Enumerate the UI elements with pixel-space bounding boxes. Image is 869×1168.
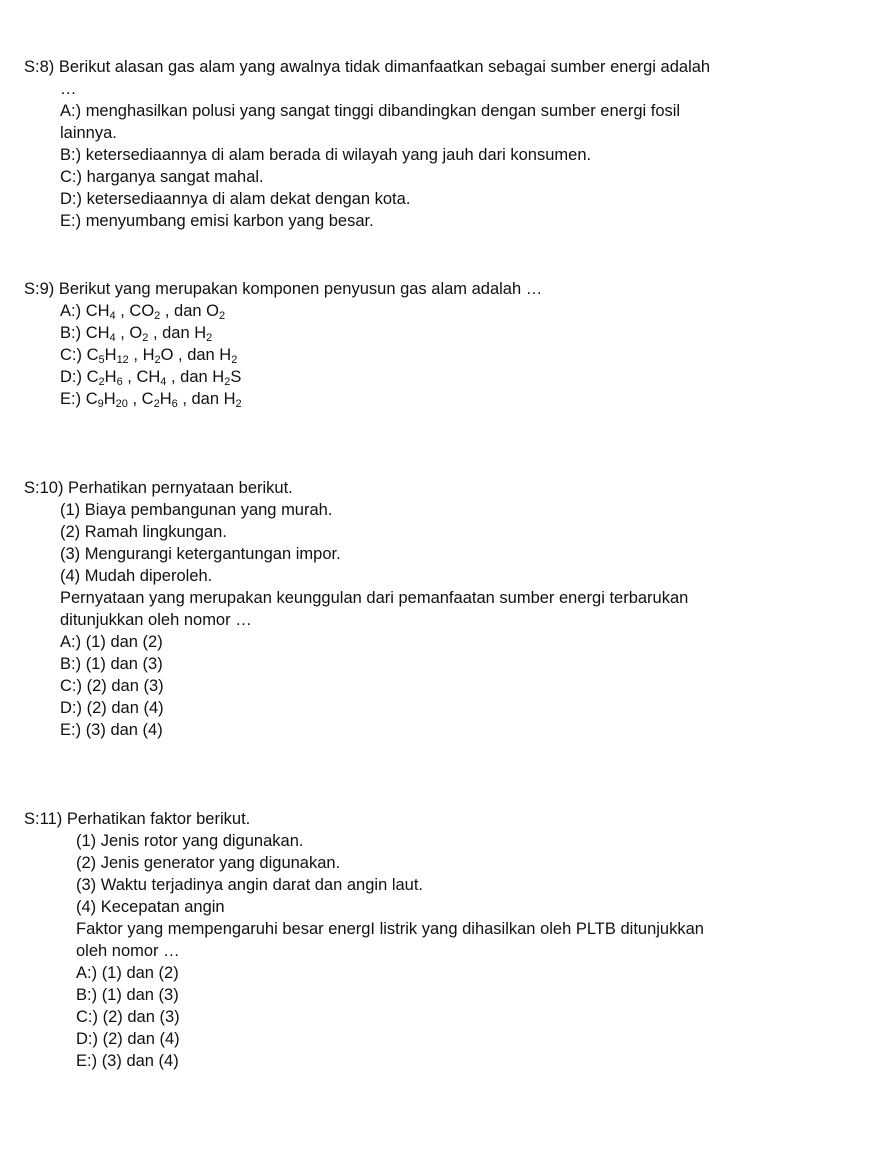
- question-stem: [24, 808, 250, 830]
- statement-1: (1) Jenis rotor yang digunakan.: [76, 832, 304, 850]
- statement-4: (4) Mudah diperoleh.: [60, 567, 213, 585]
- option-b: [60, 653, 163, 675]
- option-a: [76, 962, 179, 984]
- question-prompt-continuation: oleh nomor …: [76, 942, 180, 960]
- option-a: [60, 631, 163, 653]
- option-text: (1) dan (2): [85, 633, 163, 651]
- option-text: (1) dan (3): [85, 655, 163, 673]
- question-number: S:9): [24, 280, 55, 298]
- option-text: (2) dan (3): [102, 1008, 180, 1026]
- option-e: [76, 1050, 179, 1072]
- question-number: S:11): [24, 810, 63, 828]
- option-key: A:): [60, 633, 82, 651]
- statement-3: (3) Mengurangi ketergantungan impor.: [60, 545, 341, 563]
- option-a: [60, 100, 680, 122]
- option-formula: $C_5H_{12}$ , $H_2O$ , dan $H_2$: [86, 346, 238, 366]
- question-stem: [24, 477, 293, 499]
- option-d: [60, 188, 410, 210]
- option-formula: $CH_4$ , $O_2$ , dan $H_2$: [85, 324, 213, 344]
- option-key: E:): [76, 1052, 98, 1070]
- option-text: menyumbang emisi karbon yang besar.: [85, 212, 374, 230]
- option-key: B:): [60, 146, 82, 164]
- option-key: C:): [60, 346, 82, 364]
- statement-2: (2) Jenis generator yang digunakan.: [76, 854, 341, 872]
- option-text: ketersediaannya di alam berada di wilayah yang jauh dari konsumen.: [85, 146, 592, 164]
- option-key: A:): [60, 302, 82, 320]
- question-text: Berikut alasan gas alam yang awalnya tidak dimanfaatkan sebagai sumber energi adalah: [58, 58, 711, 76]
- option-c: [60, 166, 264, 188]
- option-b: [60, 322, 212, 344]
- option-key: C:): [76, 1008, 98, 1026]
- option-text: (2) dan (4): [86, 699, 164, 717]
- question-stem: [24, 56, 710, 78]
- option-key: E:): [60, 721, 82, 739]
- option-formula: $C_9H_{20}$ , $C_2H_6$ , dan $H_2$: [85, 390, 242, 410]
- option-b: [60, 144, 591, 166]
- option-key: C:): [60, 677, 82, 695]
- option-key: D:): [76, 1030, 98, 1048]
- option-e: [60, 388, 242, 410]
- option-text: menghasilkan polusi yang sangat tinggi dibandingkan dengan sumber energi fosil: [85, 102, 681, 120]
- option-e: [60, 719, 163, 741]
- question-stem: [24, 278, 542, 300]
- option-e: [60, 210, 374, 232]
- option-c: [60, 675, 164, 697]
- statement-1: (1) Biaya pembangunan yang murah.: [60, 501, 333, 519]
- option-formula: $C_2H_6$ , $CH_4$ , dan $H_2S$: [86, 368, 242, 388]
- option-key: B:): [60, 324, 82, 342]
- question-stem-continuation: …: [60, 80, 77, 98]
- option-key: E:): [60, 390, 82, 408]
- option-key: C:): [60, 168, 82, 186]
- option-b: [76, 984, 179, 1006]
- question-prompt: Pernyataan yang merupakan keunggulan dari pemanfaatan sumber energi terbarukan: [60, 589, 689, 607]
- question-text: Perhatikan pernyataan berikut.: [68, 479, 293, 497]
- option-c: [60, 344, 237, 366]
- statement-4: (4) Kecepatan angin: [76, 898, 225, 916]
- option-text: (1) dan (2): [101, 964, 179, 982]
- option-key: D:): [60, 699, 82, 717]
- option-key: A:): [76, 964, 98, 982]
- option-text: (3) dan (4): [101, 1052, 179, 1070]
- option-text: (1) dan (3): [101, 986, 179, 1004]
- option-key: B:): [76, 986, 98, 1004]
- question-number: S:8): [24, 58, 55, 76]
- option-key: B:): [60, 655, 82, 673]
- option-text: (2) dan (4): [102, 1030, 180, 1048]
- question-text: Perhatikan faktor berikut.: [66, 810, 251, 828]
- question-text: Berikut yang merupakan komponen penyusun gas alam adalah …: [58, 280, 543, 298]
- statement-3: (3) Waktu terjadinya angin darat dan angin laut.: [76, 876, 424, 894]
- option-d: [76, 1028, 180, 1050]
- question-prompt-continuation: ditunjukkan oleh nomor …: [60, 611, 252, 629]
- option-d: [60, 366, 241, 388]
- option-key: A:): [60, 102, 82, 120]
- question-number: S:10): [24, 479, 64, 497]
- option-a-continuation: lainnya.: [60, 124, 117, 142]
- option-text: (3) dan (4): [85, 721, 163, 739]
- option-a: [60, 300, 225, 322]
- option-text: harganya sangat mahal.: [86, 168, 264, 186]
- option-formula: $CH_4$ , $CO_2$ , dan $O_2$: [85, 302, 226, 322]
- option-text: ketersediaannya di alam dekat dengan kota.: [86, 190, 411, 208]
- option-d: [60, 697, 164, 719]
- option-key: D:): [60, 368, 82, 386]
- option-c: [76, 1006, 180, 1028]
- option-text: (2) dan (3): [86, 677, 164, 695]
- question-prompt: Faktor yang mempengaruhi besar energI listrik yang dihasilkan oleh PLTB ditunjukkan: [76, 920, 704, 938]
- option-key: D:): [60, 190, 82, 208]
- statement-2: (2) Ramah lingkungan.: [60, 523, 227, 541]
- option-key: E:): [60, 212, 82, 230]
